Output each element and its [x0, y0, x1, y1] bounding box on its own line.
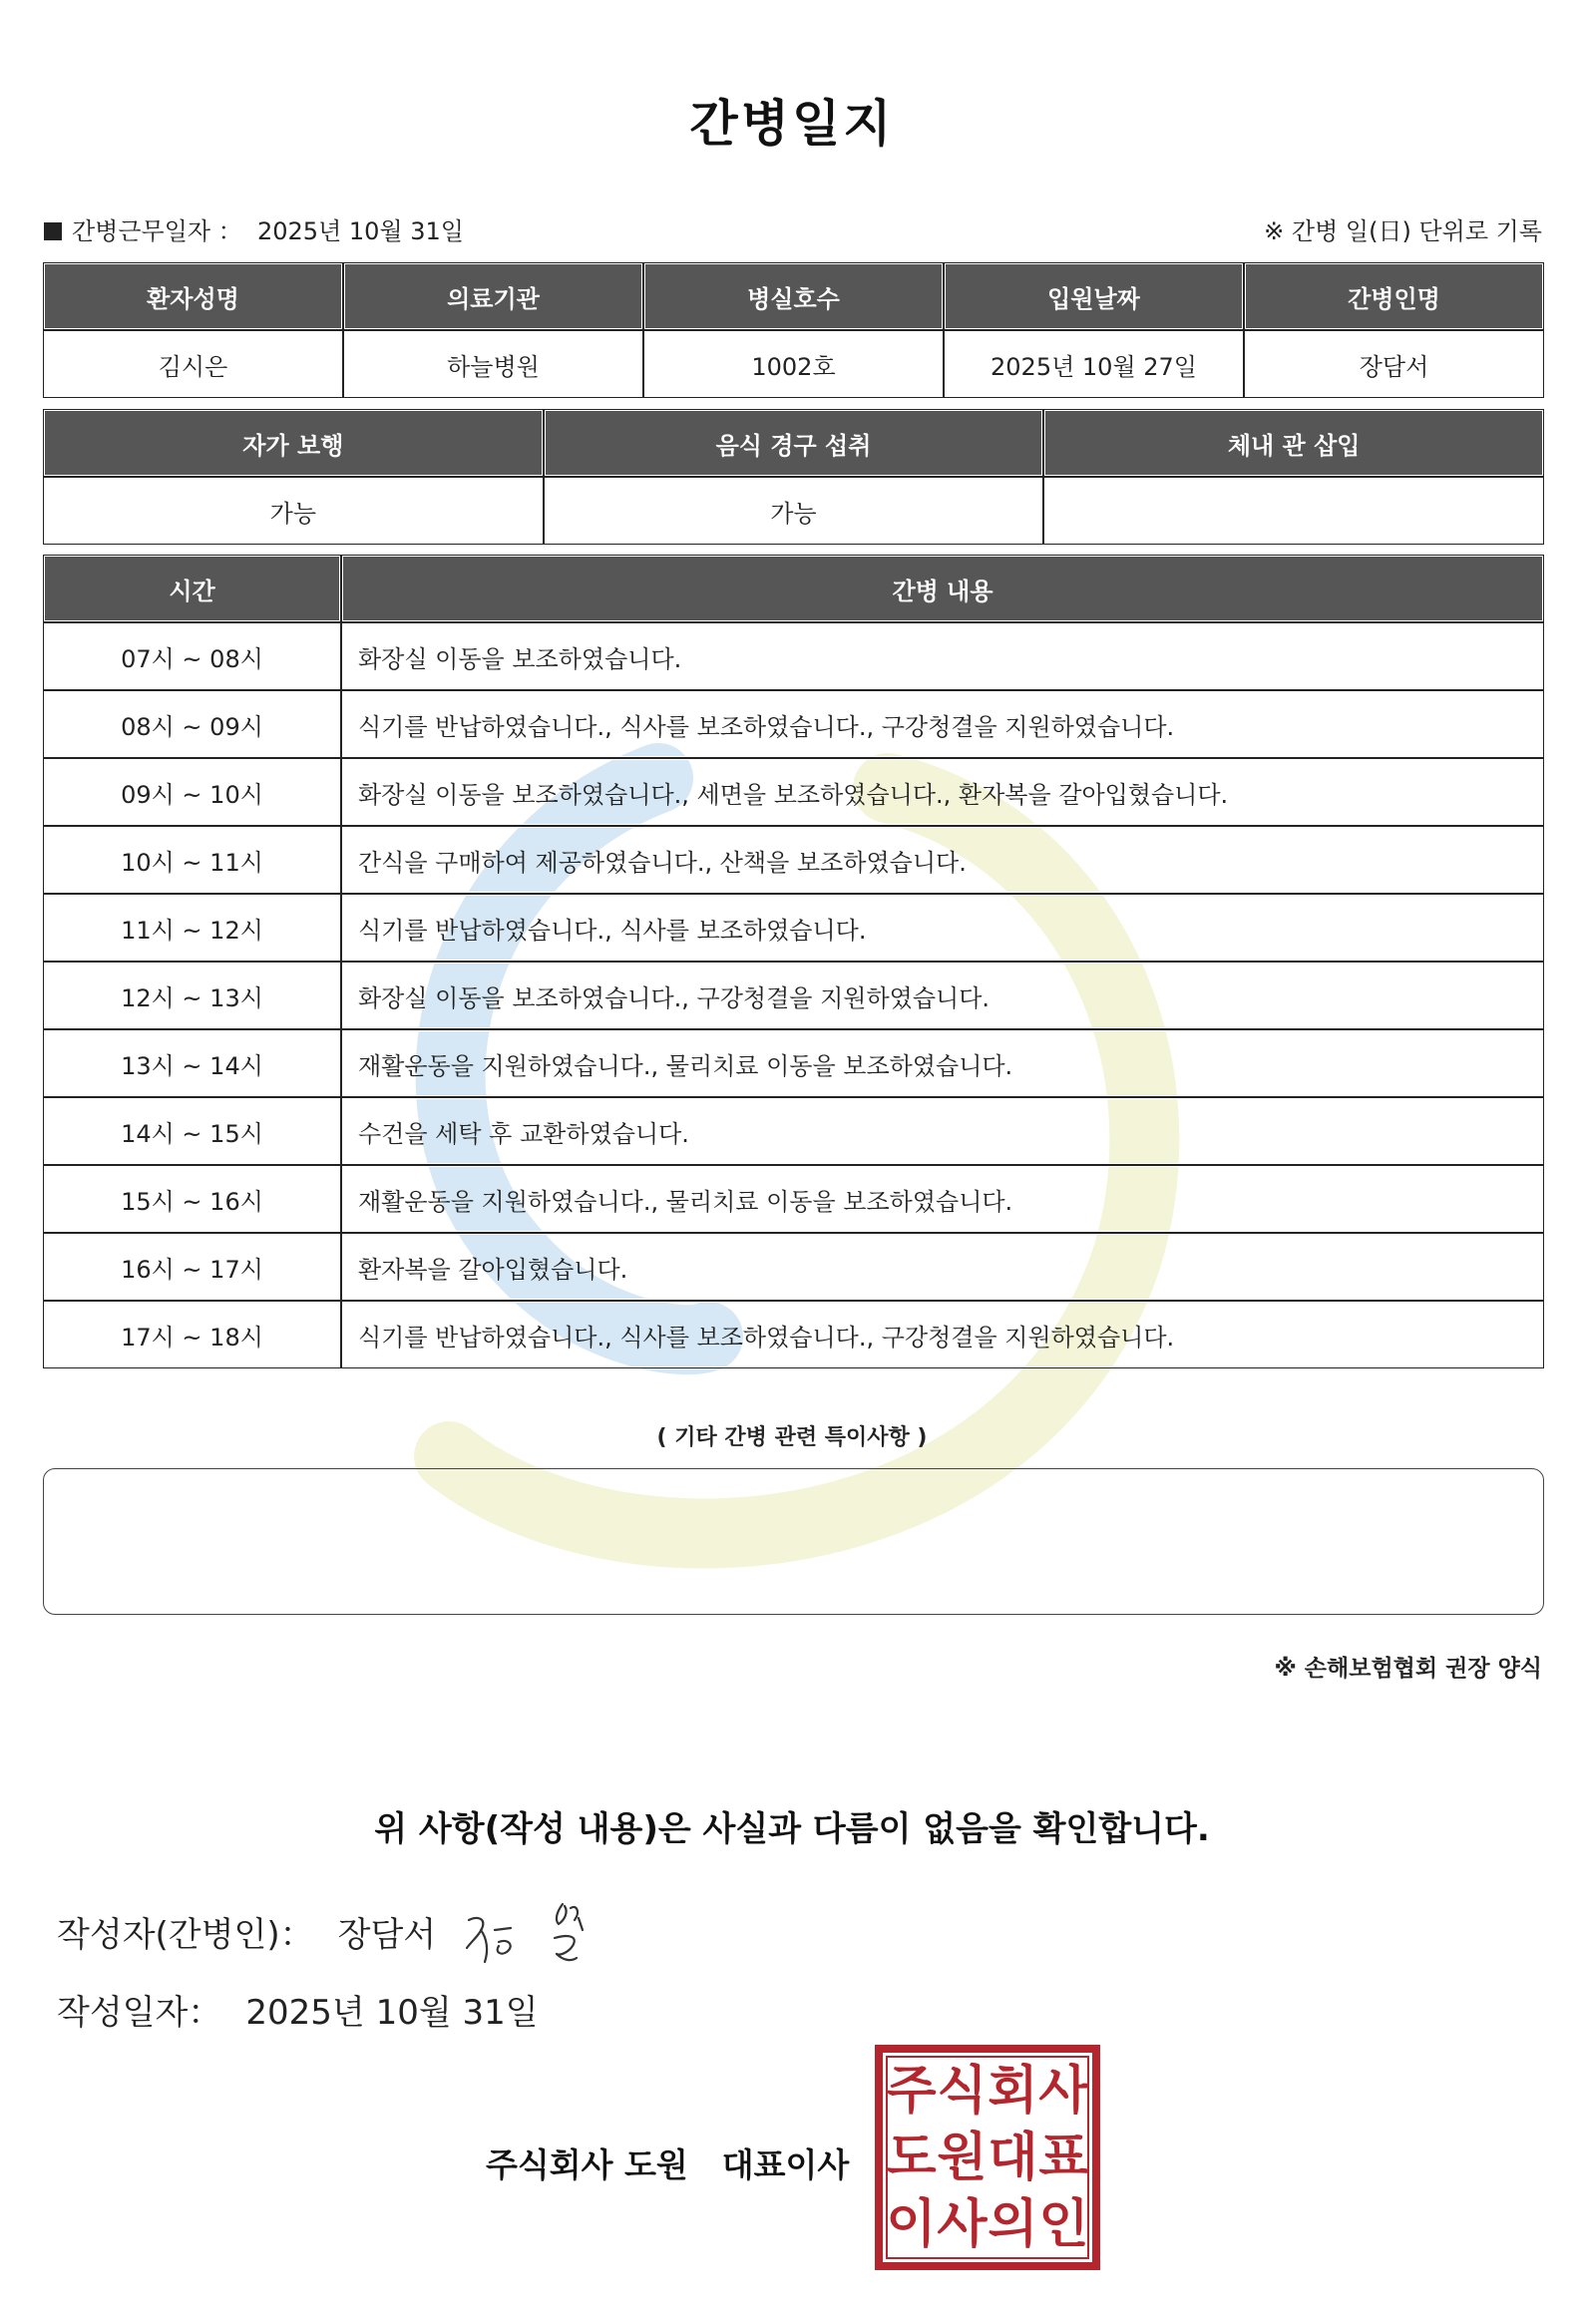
schedule-content: 화장실 이동을 보조하였습니다., 세면을 보조하였습니다., 환자복을 갈아입혔습니다. [341, 758, 1544, 826]
care-schedule-table [43, 555, 1544, 1368]
representative-title: 대표이사 [721, 2145, 850, 2184]
schedule-row [43, 894, 1544, 962]
patient-info-value-row [43, 330, 1544, 398]
seal-char: 사 [1038, 2061, 1089, 2122]
schedule-time: 15시 ~ 16시 [43, 1165, 341, 1233]
header-oral-intake: 음식 경구 섭취 [544, 409, 1044, 477]
patient-info-header-row [43, 262, 1544, 330]
schedule-row [43, 1165, 1544, 1233]
hospital-name: 하늘병원 [343, 330, 643, 398]
schedule-row [43, 1029, 1544, 1097]
bullet-square-icon [44, 222, 62, 240]
work-date-value: 2025년 10월 31일 [257, 217, 464, 245]
schedule-row [43, 690, 1544, 758]
schedule-content: 환자복을 갈아입혔습니다. [341, 1233, 1544, 1301]
patient-name: 김시은 [43, 330, 343, 398]
notes-title: ( 기타 간병 관련 특이사항 ) [656, 1425, 928, 1450]
written-date-line [57, 1985, 539, 2034]
schedule-row [43, 826, 1544, 894]
seal-char: 주 [886, 2061, 937, 2122]
schedule-row [43, 962, 1544, 1029]
seal-char: 대 [988, 2128, 1038, 2188]
oral-intake-value: 가능 [544, 477, 1044, 545]
schedule-content: 식기를 반납하였습니다., 식사를 보조하였습니다. [341, 894, 1544, 962]
patient-status-table [43, 409, 1544, 545]
record-note: ※ 간병 일(日) 단위로 기록 [1264, 217, 1542, 245]
schedule-content: 수건을 세탁 후 교환하였습니다. [341, 1097, 1544, 1165]
notes-box [43, 1468, 1544, 1615]
work-date-label: 간병근무일자 ： [72, 217, 242, 245]
schedule-row [43, 1233, 1544, 1301]
writer-line [57, 1907, 436, 1956]
header-room: 병실호수 [643, 262, 944, 330]
header-hospital: 의료기관 [343, 262, 643, 330]
schedule-time: 14시 ~ 15시 [43, 1097, 341, 1165]
header-patient-name: 환자성명 [43, 262, 343, 330]
work-date-line [44, 211, 464, 246]
schedule-content: 식기를 반납하였습니다., 식사를 보조하였습니다., 구강청결을 지원하였습니다. [341, 1301, 1544, 1368]
schedule-time: 10시 ~ 11시 [43, 826, 341, 894]
schedule-time: 11시 ~ 12시 [43, 894, 341, 962]
schedule-row [43, 622, 1544, 690]
schedule-content: 화장실 이동을 보조하였습니다., 구강청결을 지원하였습니다. [341, 962, 1544, 1029]
seal-char: 표 [1038, 2128, 1089, 2188]
written-date-label: 작성일자： [57, 1993, 222, 2033]
header-self-walking: 자가 보행 [43, 409, 544, 477]
company-seal-stamp-icon [875, 2045, 1100, 2270]
schedule-time: 13시 ~ 14시 [43, 1029, 341, 1097]
schedule-content: 재활운동을 지원하였습니다., 물리치료 이동을 보조하였습니다. [341, 1165, 1544, 1233]
seal-char: 사 [937, 2194, 988, 2255]
confirmation-statement: 위 사항(작성 내용)은 사실과 다름이 없음을 확인합니다. [374, 1809, 1210, 1849]
caregiver-name: 장담서 [1244, 330, 1544, 398]
patient-status-header-row [43, 409, 1544, 477]
seal-char: 의 [988, 2194, 1038, 2255]
schedule-time: 16시 ~ 17시 [43, 1233, 341, 1301]
header-time: 시간 [43, 555, 341, 622]
recommend-note: ※ 손해보험협회 권장 양식 [1274, 1656, 1542, 1682]
schedule-time: 17시 ~ 18시 [43, 1301, 341, 1368]
company-line [486, 2139, 849, 2186]
self-walking-value: 가능 [43, 477, 544, 545]
writer-label: 작성자(간병인)： [57, 1915, 314, 1955]
schedule-content: 간식을 구매하여 제공하였습니다., 산책을 보조하였습니다. [341, 826, 1544, 894]
patient-info-table [43, 262, 1544, 398]
header-tube-insertion: 체내 관 삽입 [1043, 409, 1544, 477]
tube-insertion-value [1043, 477, 1544, 545]
schedule-header-row [43, 555, 1544, 622]
seal-char: 인 [1038, 2194, 1089, 2255]
written-date-value: 2025년 10월 31일 [245, 1993, 539, 2033]
schedule-time: 09시 ~ 10시 [43, 758, 341, 826]
schedule-row [43, 1097, 1544, 1165]
schedule-time: 08시 ~ 09시 [43, 690, 341, 758]
page-title: 간병일지 [689, 95, 895, 153]
handwritten-signature-icon [459, 1890, 638, 1980]
schedule-row [43, 1301, 1544, 1368]
header-admission-date: 입원날짜 [944, 262, 1244, 330]
room-number: 1002호 [643, 330, 944, 398]
patient-status-value-row [43, 477, 1544, 545]
company-name: 주식회사 도원 [486, 2145, 688, 2184]
schedule-row [43, 758, 1544, 826]
header-caregiver-name: 간병인명 [1244, 262, 1544, 330]
seal-char: 회 [988, 2061, 1038, 2122]
seal-char: 원 [937, 2128, 988, 2188]
writer-name: 장담서 [337, 1915, 437, 1955]
schedule-time: 12시 ~ 13시 [43, 962, 341, 1029]
header-care-content: 간병 내용 [341, 555, 1544, 622]
seal-char: 이 [886, 2194, 937, 2255]
seal-char: 도 [886, 2128, 937, 2188]
schedule-content: 화장실 이동을 보조하였습니다. [341, 622, 1544, 690]
admission-date: 2025년 10월 27일 [944, 330, 1244, 398]
seal-char: 식 [937, 2061, 988, 2122]
schedule-content: 재활운동을 지원하였습니다., 물리치료 이동을 보조하였습니다. [341, 1029, 1544, 1097]
schedule-content: 식기를 반납하였습니다., 식사를 보조하였습니다., 구강청결을 지원하였습니다. [341, 690, 1544, 758]
schedule-time: 07시 ~ 08시 [43, 622, 341, 690]
